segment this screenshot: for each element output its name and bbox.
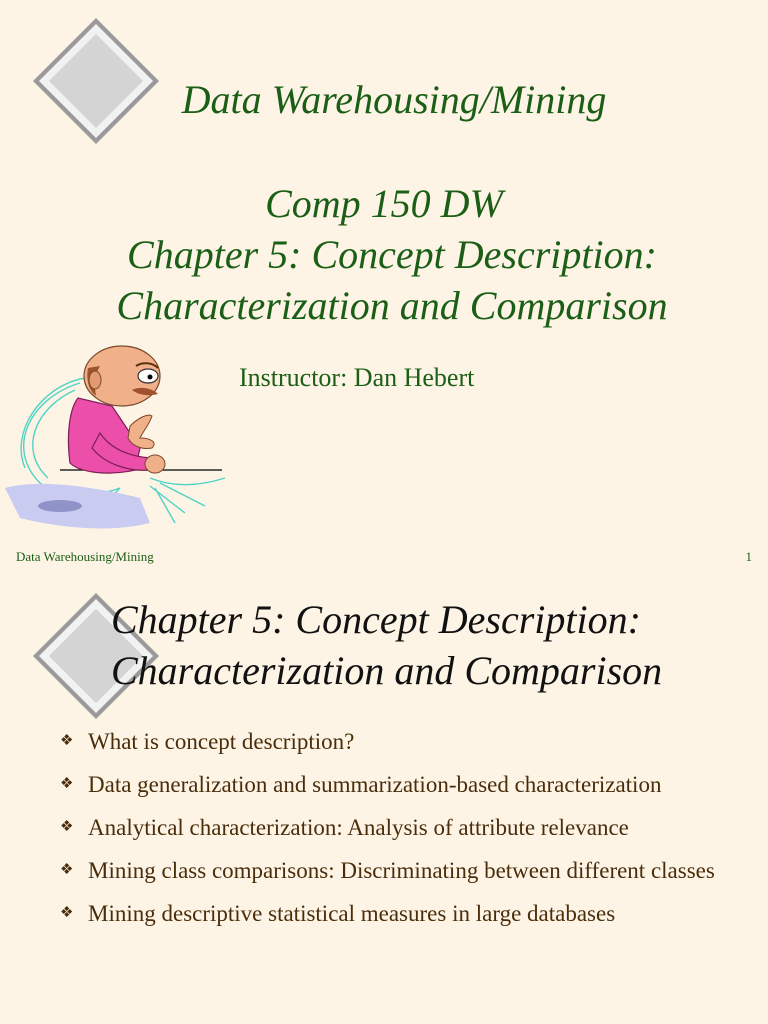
bullet-item: ❖ What is concept description? bbox=[60, 723, 760, 760]
chapter-title: Chapter 5: Concept Description: bbox=[127, 232, 657, 277]
chapter-subtitle: Characterization and Comparison bbox=[116, 283, 668, 328]
bullet-list bbox=[60, 723, 760, 938]
bullet-item: ❖ Mining class comparisons: Discriminating between different classes bbox=[60, 852, 760, 889]
slide-title-line-1: Chapter 5: Concept Description: bbox=[111, 597, 641, 642]
bullet-item: ❖ Data generalization and summarization-based characterization bbox=[60, 766, 760, 803]
instructor-label: Instructor: Dan Hebert bbox=[239, 363, 475, 392]
bullet-icon: ❖ bbox=[60, 733, 74, 749]
slide-title-line-2: Characterization and Comparison bbox=[111, 648, 663, 693]
deck-title: Data Warehousing/Mining bbox=[181, 77, 607, 122]
course-code: Comp 150 DW bbox=[265, 181, 503, 226]
bullet-icon: ❖ bbox=[60, 819, 74, 835]
slide-2 bbox=[0, 575, 768, 1024]
pointing-man-clipart bbox=[0, 338, 235, 538]
bullet-item: ❖ Analytical characterization: Analysis of attribute relevance bbox=[60, 809, 760, 846]
bullet-item: ❖ Mining descriptive statistical measures in large databases bbox=[60, 895, 760, 932]
footer-deck-name: Data Warehousing/Mining bbox=[16, 549, 154, 564]
page-number: 1 bbox=[745, 549, 752, 564]
bullet-icon: ❖ bbox=[60, 905, 74, 921]
bullet-icon: ❖ bbox=[60, 862, 74, 878]
bullet-icon: ❖ bbox=[60, 776, 74, 792]
